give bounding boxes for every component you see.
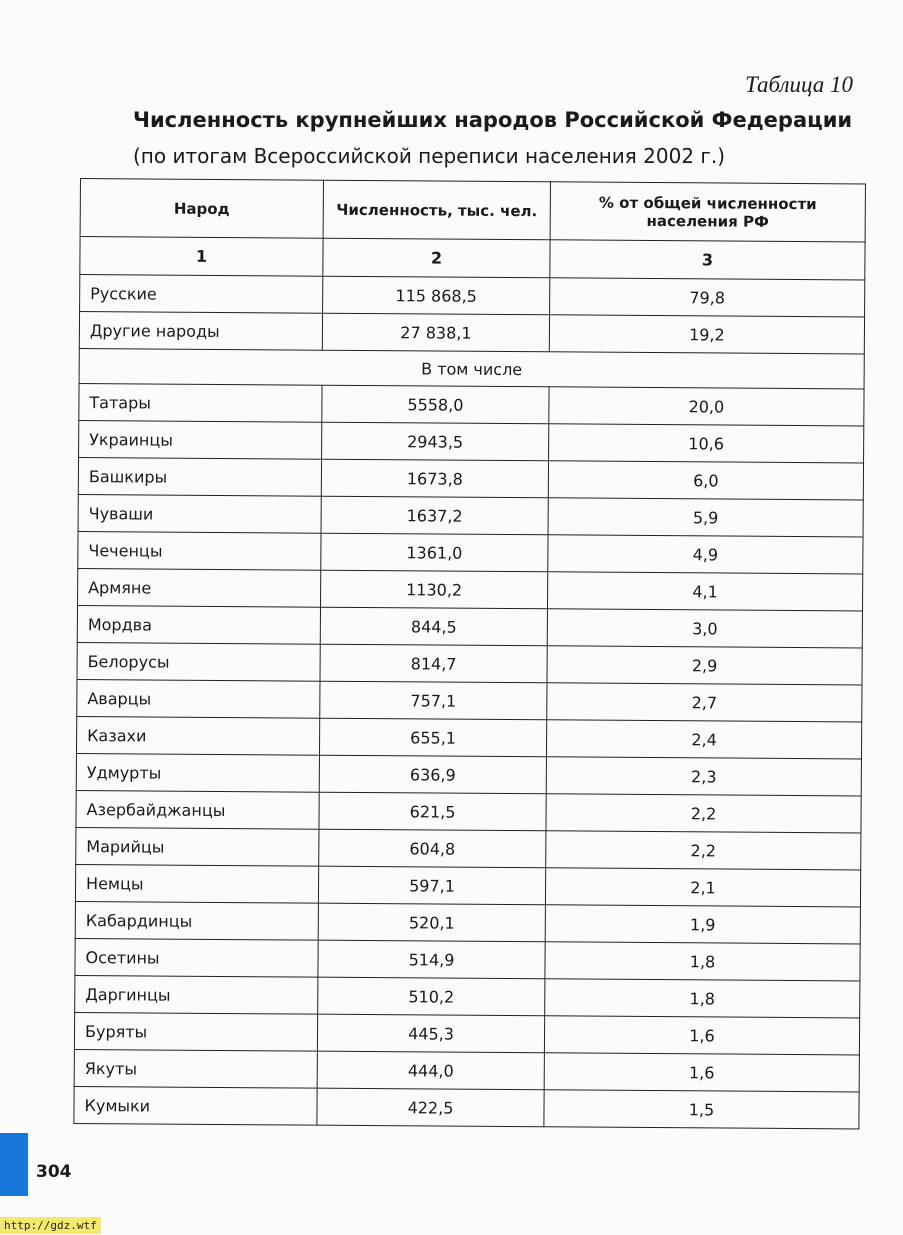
table-row bbox=[77, 605, 862, 647]
nation-cell: Армяне bbox=[78, 568, 321, 607]
percent-cell: 1,6 bbox=[544, 1053, 859, 1092]
percent-cell: 10,6 bbox=[549, 424, 864, 463]
nation-cell: Кабардинцы bbox=[75, 901, 318, 940]
percent-cell: 2,4 bbox=[546, 720, 861, 759]
nation-cell: Чеченцы bbox=[78, 531, 321, 570]
table-row bbox=[76, 753, 861, 795]
percent-cell: 1,8 bbox=[545, 979, 860, 1018]
nation-cell: Русские bbox=[80, 275, 323, 314]
section-label: В том числе bbox=[79, 348, 864, 388]
header-percent: % от общей численности населения РФ bbox=[550, 182, 865, 242]
count-cell: 1637,2 bbox=[321, 496, 548, 535]
percent-cell: 19,2 bbox=[549, 315, 864, 354]
table-row bbox=[74, 1012, 859, 1054]
count-cell: 597,1 bbox=[318, 866, 545, 905]
table-row bbox=[75, 864, 860, 906]
percent-cell: 4,9 bbox=[548, 535, 863, 574]
count-cell: 514,9 bbox=[318, 940, 545, 979]
percent-cell: 2,3 bbox=[546, 757, 861, 796]
nation-cell: Немцы bbox=[75, 864, 318, 903]
table-caption: Таблица 10 bbox=[745, 72, 854, 97]
percent-cell: 2,7 bbox=[547, 683, 862, 722]
count-cell: 1130,2 bbox=[321, 570, 548, 609]
column-number: 1 bbox=[80, 237, 323, 277]
count-cell: 2943,5 bbox=[322, 422, 549, 461]
nation-cell: Даргинцы bbox=[75, 975, 318, 1014]
count-cell: 445,3 bbox=[317, 1014, 544, 1053]
percent-cell: 1,5 bbox=[544, 1090, 859, 1129]
percent-cell: 2,1 bbox=[545, 868, 860, 907]
column-number: 3 bbox=[550, 240, 865, 280]
count-cell: 757,1 bbox=[320, 681, 547, 720]
nation-cell: Марийцы bbox=[76, 827, 319, 866]
count-cell: 1673,8 bbox=[321, 459, 548, 498]
table-row bbox=[76, 827, 861, 869]
nation-cell: Башкиры bbox=[78, 457, 321, 496]
percent-cell: 4,1 bbox=[548, 572, 863, 611]
percent-cell: 2,2 bbox=[546, 831, 861, 870]
table-row bbox=[79, 383, 864, 425]
count-cell: 1361,0 bbox=[321, 533, 548, 572]
table-row bbox=[78, 531, 863, 573]
percent-cell: 5,9 bbox=[548, 498, 863, 537]
header-count: Численность, тыс. чел. bbox=[323, 180, 550, 240]
nation-cell: Казахи bbox=[76, 716, 319, 755]
nation-cell: Другие народы bbox=[79, 312, 322, 351]
count-cell: 636,9 bbox=[319, 755, 546, 794]
nation-cell: Кумыки bbox=[74, 1086, 317, 1125]
count-cell: 27 838,1 bbox=[322, 313, 549, 352]
table-row bbox=[75, 975, 860, 1017]
percent-cell: 20,0 bbox=[549, 387, 864, 426]
percent-cell: 2,9 bbox=[547, 646, 862, 685]
count-cell: 604,8 bbox=[319, 829, 546, 868]
nation-cell: Чуваши bbox=[78, 494, 321, 533]
page-title: Численность крупнейших народов Российской Федерации bbox=[133, 108, 853, 132]
percent-cell: 1,8 bbox=[545, 942, 860, 981]
table-row bbox=[80, 275, 865, 317]
count-cell: 655,1 bbox=[319, 718, 546, 757]
table-row bbox=[76, 790, 861, 832]
page-tab-marker bbox=[0, 1133, 28, 1196]
table-row bbox=[77, 642, 862, 684]
page-number: 304 bbox=[36, 1162, 72, 1182]
nation-cell: Белорусы bbox=[77, 642, 320, 681]
count-cell: 621,5 bbox=[319, 792, 546, 831]
percent-cell: 2,2 bbox=[546, 794, 861, 833]
nation-cell: Мордва bbox=[77, 605, 320, 644]
nation-cell: Якуты bbox=[74, 1049, 317, 1088]
table-row bbox=[74, 1049, 859, 1091]
table-row bbox=[78, 457, 863, 499]
nation-cell: Буряты bbox=[74, 1012, 317, 1051]
column-number: 2 bbox=[323, 238, 550, 278]
nation-cell: Татары bbox=[79, 383, 322, 422]
header-row bbox=[80, 179, 865, 242]
nation-cell: Аварцы bbox=[77, 679, 320, 718]
count-cell: 422,5 bbox=[317, 1088, 544, 1127]
percent-cell: 6,0 bbox=[548, 461, 863, 500]
page-subtitle: (по итогам Всероссийской переписи населения 2002 г.) bbox=[133, 144, 726, 168]
table-row bbox=[75, 901, 860, 943]
count-cell: 5558,0 bbox=[322, 385, 549, 424]
count-cell: 444,0 bbox=[317, 1051, 544, 1090]
table-row bbox=[78, 494, 863, 536]
nation-cell: Азербайджанцы bbox=[76, 790, 319, 829]
table-row bbox=[79, 312, 864, 354]
table-row bbox=[76, 716, 861, 758]
table-row bbox=[78, 568, 863, 610]
nation-cell: Осетины bbox=[75, 938, 318, 977]
column-number-row bbox=[80, 237, 865, 280]
count-cell: 115 868,5 bbox=[323, 276, 550, 315]
table-row bbox=[75, 938, 860, 980]
percent-cell: 1,9 bbox=[545, 905, 860, 944]
nation-cell: Украинцы bbox=[79, 420, 322, 459]
population-table bbox=[73, 178, 866, 1129]
table-row bbox=[74, 1086, 859, 1128]
count-cell: 510,2 bbox=[318, 977, 545, 1016]
watermark: http://gdz.wtf bbox=[0, 1217, 101, 1234]
percent-cell: 79,8 bbox=[550, 278, 865, 317]
section-row bbox=[79, 348, 864, 388]
count-cell: 844,5 bbox=[320, 607, 547, 646]
percent-cell: 3,0 bbox=[547, 609, 862, 648]
table-row bbox=[79, 420, 864, 462]
percent-cell: 1,6 bbox=[544, 1016, 859, 1055]
count-cell: 814,7 bbox=[320, 644, 547, 683]
table-row bbox=[77, 679, 862, 721]
count-cell: 520,1 bbox=[318, 903, 545, 942]
nation-cell: Удмурты bbox=[76, 753, 319, 792]
header-nation: Народ bbox=[80, 179, 323, 239]
